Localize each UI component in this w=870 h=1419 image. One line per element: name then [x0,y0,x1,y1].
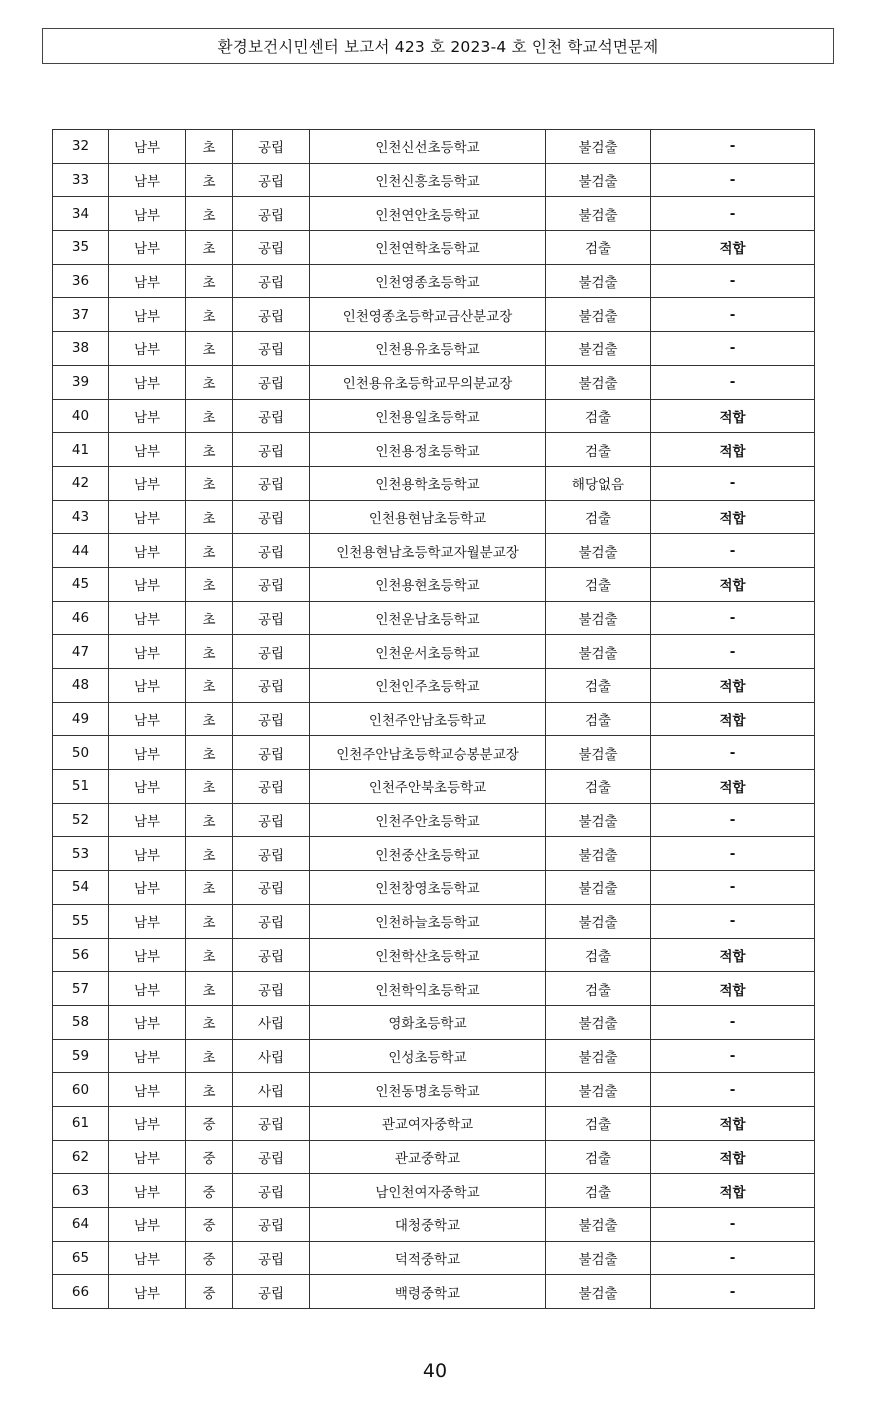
report-header [42,28,834,64]
district-cell: 남부 [109,298,186,332]
school-level-cell: 초 [186,871,233,905]
row-number-cell: 52 [53,803,109,837]
table-row [53,972,815,1006]
school-name-cell: 인천신선초등학교 [310,130,546,164]
asbestos-detection-cell: 검출 [546,1174,651,1208]
row-number-cell: 40 [53,399,109,433]
row-number-cell: 61 [53,1106,109,1140]
district-cell: 남부 [109,534,186,568]
school-level-cell: 초 [186,163,233,197]
school-type-cell: 공립 [233,972,310,1006]
asbestos-detection-cell: 검출 [546,399,651,433]
school-level-cell: 초 [186,264,233,298]
asbestos-detection-cell: 검출 [546,500,651,534]
school-type-cell: 사립 [233,1039,310,1073]
school-name-cell: 인천중산초등학교 [310,837,546,871]
district-cell: 남부 [109,669,186,703]
asbestos-detection-cell: 불검출 [546,298,651,332]
school-type-cell: 공립 [233,163,310,197]
school-name-cell: 인천용일초등학교 [310,399,546,433]
table-row [53,736,815,770]
school-type-cell: 공립 [233,231,310,265]
row-number-cell: 64 [53,1208,109,1242]
school-name-cell: 인천하늘초등학교 [310,904,546,938]
school-type-cell: 공립 [233,130,310,164]
school-level-cell: 초 [186,601,233,635]
table-row [53,1140,815,1174]
district-cell: 남부 [109,871,186,905]
school-type-cell: 공립 [233,635,310,669]
row-number-cell: 46 [53,601,109,635]
district-cell: 남부 [109,1140,186,1174]
result-cell: - [651,803,815,837]
result-cell: - [651,466,815,500]
school-name-cell: 덕적중학교 [310,1241,546,1275]
district-cell: 남부 [109,1208,186,1242]
school-type-cell: 공립 [233,837,310,871]
district-cell: 남부 [109,365,186,399]
school-level-cell: 초 [186,567,233,601]
result-cell: - [651,197,815,231]
result-cell: 적합 [651,1106,815,1140]
school-name-cell: 인천주안남초등학교승봉분교장 [310,736,546,770]
school-type-cell: 공립 [233,1275,310,1309]
asbestos-detection-cell: 불검출 [546,1275,651,1309]
asbestos-detection-cell: 검출 [546,702,651,736]
school-name-cell: 인천신흥초등학교 [310,163,546,197]
school-level-cell: 초 [186,938,233,972]
row-number-cell: 42 [53,466,109,500]
school-type-cell: 공립 [233,399,310,433]
row-number-cell: 58 [53,1005,109,1039]
row-number-cell: 60 [53,1073,109,1107]
district-cell: 남부 [109,904,186,938]
district-cell: 남부 [109,1073,186,1107]
result-cell: - [651,736,815,770]
table-body [53,130,815,1309]
result-cell: - [651,1005,815,1039]
asbestos-detection-cell: 검출 [546,669,651,703]
school-name-cell: 백령중학교 [310,1275,546,1309]
school-level-cell: 초 [186,466,233,500]
district-cell: 남부 [109,231,186,265]
asbestos-detection-cell: 검출 [546,938,651,972]
school-name-cell: 인천인주초등학교 [310,669,546,703]
row-number-cell: 54 [53,871,109,905]
school-level-cell: 중 [186,1275,233,1309]
table-row [53,837,815,871]
asbestos-detection-cell: 불검출 [546,635,651,669]
school-level-cell: 중 [186,1208,233,1242]
asbestos-detection-cell: 해당없음 [546,466,651,500]
table-row [53,534,815,568]
asbestos-detection-cell: 불검출 [546,1073,651,1107]
school-type-cell: 공립 [233,264,310,298]
result-cell: - [651,332,815,366]
district-cell: 남부 [109,1174,186,1208]
result-cell: 적합 [651,1140,815,1174]
district-cell: 남부 [109,264,186,298]
row-number-cell: 53 [53,837,109,871]
result-cell: - [651,635,815,669]
school-name-cell: 대청중학교 [310,1208,546,1242]
table-row [53,1039,815,1073]
table-row [53,130,815,164]
result-cell: 적합 [651,938,815,972]
school-type-cell: 공립 [233,904,310,938]
school-type-cell: 공립 [233,702,310,736]
row-number-cell: 32 [53,130,109,164]
school-level-cell: 초 [186,635,233,669]
result-cell: - [651,1275,815,1309]
school-name-cell: 인천학산초등학교 [310,938,546,972]
district-cell: 남부 [109,163,186,197]
result-cell: 적합 [651,567,815,601]
district-cell: 남부 [109,1241,186,1275]
school-level-cell: 초 [186,669,233,703]
school-level-cell: 초 [186,231,233,265]
asbestos-detection-cell: 불검출 [546,332,651,366]
row-number-cell: 59 [53,1039,109,1073]
district-cell: 남부 [109,399,186,433]
table-row [53,635,815,669]
table-row [53,601,815,635]
table-row [53,231,815,265]
school-name-cell: 인천용유초등학교 [310,332,546,366]
school-type-cell: 사립 [233,1073,310,1107]
school-name-cell: 남인천여자중학교 [310,1174,546,1208]
asbestos-detection-cell: 불검출 [546,534,651,568]
school-name-cell: 인천주안북초등학교 [310,770,546,804]
district-cell: 남부 [109,332,186,366]
asbestos-detection-cell: 검출 [546,972,651,1006]
table-row [53,938,815,972]
school-type-cell: 공립 [233,365,310,399]
result-cell: 적합 [651,669,815,703]
table-row [53,466,815,500]
row-number-cell: 38 [53,332,109,366]
asbestos-detection-cell: 불검출 [546,837,651,871]
school-name-cell: 인천주안남초등학교 [310,702,546,736]
row-number-cell: 50 [53,736,109,770]
result-cell: 적합 [651,770,815,804]
result-cell: 적합 [651,972,815,1006]
result-cell: - [651,904,815,938]
asbestos-detection-cell: 불검출 [546,163,651,197]
school-type-cell: 공립 [233,601,310,635]
asbestos-detection-cell: 불검출 [546,1039,651,1073]
result-cell: 적합 [651,500,815,534]
table-row [53,770,815,804]
asbestos-detection-cell: 불검출 [546,871,651,905]
school-level-cell: 초 [186,736,233,770]
school-level-cell: 초 [186,130,233,164]
school-name-cell: 인천용학초등학교 [310,466,546,500]
school-name-cell: 인천용현남초등학교자월분교장 [310,534,546,568]
school-name-cell: 인천용유초등학교무의분교장 [310,365,546,399]
school-name-cell: 인천창영초등학교 [310,871,546,905]
school-level-cell: 초 [186,197,233,231]
result-cell: - [651,1073,815,1107]
table-row [53,365,815,399]
district-cell: 남부 [109,1005,186,1039]
result-cell: - [651,298,815,332]
school-level-cell: 초 [186,1039,233,1073]
school-level-cell: 초 [186,500,233,534]
school-level-cell: 초 [186,1073,233,1107]
row-number-cell: 65 [53,1241,109,1275]
asbestos-detection-cell: 불검출 [546,601,651,635]
table-row [53,1241,815,1275]
result-cell: 적합 [651,399,815,433]
district-cell: 남부 [109,770,186,804]
result-cell: 적합 [651,433,815,467]
school-name-cell: 인천용현초등학교 [310,567,546,601]
school-name-cell: 인성초등학교 [310,1039,546,1073]
result-cell: - [651,601,815,635]
row-number-cell: 63 [53,1174,109,1208]
result-cell: 적합 [651,1174,815,1208]
result-cell: - [651,837,815,871]
table-row [53,803,815,837]
school-name-cell: 인천영종초등학교 [310,264,546,298]
school-level-cell: 중 [186,1106,233,1140]
school-level-cell: 초 [186,904,233,938]
asbestos-detection-cell: 검출 [546,770,651,804]
school-level-cell: 중 [186,1241,233,1275]
result-cell: 적합 [651,702,815,736]
school-name-cell: 인천운남초등학교 [310,601,546,635]
district-cell: 남부 [109,803,186,837]
result-cell: - [651,1039,815,1073]
row-number-cell: 45 [53,567,109,601]
asbestos-detection-cell: 불검출 [546,264,651,298]
school-name-cell: 인천영종초등학교금산분교장 [310,298,546,332]
table-row [53,433,815,467]
asbestos-detection-cell: 검출 [546,433,651,467]
school-type-cell: 공립 [233,433,310,467]
row-number-cell: 66 [53,1275,109,1309]
asbestos-detection-cell: 불검출 [546,197,651,231]
district-cell: 남부 [109,601,186,635]
school-level-cell: 중 [186,1140,233,1174]
table-row [53,871,815,905]
school-type-cell: 공립 [233,466,310,500]
result-cell: - [651,1241,815,1275]
table-row [53,332,815,366]
row-number-cell: 39 [53,365,109,399]
row-number-cell: 35 [53,231,109,265]
district-cell: 남부 [109,1106,186,1140]
school-name-cell: 인천주안초등학교 [310,803,546,837]
table-row [53,1174,815,1208]
table-row [53,163,815,197]
school-level-cell: 초 [186,837,233,871]
result-cell: - [651,163,815,197]
asbestos-detection-cell: 불검출 [546,904,651,938]
district-cell: 남부 [109,972,186,1006]
school-level-cell: 초 [186,972,233,1006]
row-number-cell: 41 [53,433,109,467]
row-number-cell: 62 [53,1140,109,1174]
district-cell: 남부 [109,938,186,972]
school-name-cell: 인천연안초등학교 [310,197,546,231]
school-type-cell: 공립 [233,1208,310,1242]
table-row [53,500,815,534]
school-type-cell: 공립 [233,736,310,770]
asbestos-detection-cell: 불검출 [546,1208,651,1242]
school-level-cell: 초 [186,298,233,332]
row-number-cell: 33 [53,163,109,197]
school-type-cell: 공립 [233,298,310,332]
result-cell: - [651,534,815,568]
result-cell: - [651,365,815,399]
district-cell: 남부 [109,635,186,669]
school-type-cell: 공립 [233,332,310,366]
school-type-cell: 공립 [233,500,310,534]
school-type-cell: 공립 [233,1106,310,1140]
school-name-cell: 인천동명초등학교 [310,1073,546,1107]
school-name-cell: 관교여자중학교 [310,1106,546,1140]
school-level-cell: 초 [186,1005,233,1039]
row-number-cell: 43 [53,500,109,534]
table-row [53,1005,815,1039]
asbestos-detection-cell: 불검출 [546,736,651,770]
table-row [53,1208,815,1242]
row-number-cell: 55 [53,904,109,938]
result-cell: 적합 [651,231,815,265]
school-name-cell: 인천용정초등학교 [310,433,546,467]
school-level-cell: 초 [186,399,233,433]
row-number-cell: 37 [53,298,109,332]
report-title: 환경보건시민센터 보고서 423 호 2023-4 호 인천 학교석면문제 [217,38,659,56]
row-number-cell: 49 [53,702,109,736]
school-level-cell: 초 [186,332,233,366]
district-cell: 남부 [109,567,186,601]
district-cell: 남부 [109,837,186,871]
district-cell: 남부 [109,130,186,164]
row-number-cell: 34 [53,197,109,231]
row-number-cell: 36 [53,264,109,298]
school-type-cell: 공립 [233,871,310,905]
result-cell: - [651,871,815,905]
table-row [53,399,815,433]
school-type-cell: 공립 [233,770,310,804]
result-cell: - [651,130,815,164]
school-type-cell: 공립 [233,534,310,568]
school-name-cell: 인천연학초등학교 [310,231,546,265]
district-cell: 남부 [109,1275,186,1309]
row-number-cell: 44 [53,534,109,568]
school-level-cell: 초 [186,433,233,467]
table-row [53,1073,815,1107]
district-cell: 남부 [109,1039,186,1073]
table-row [53,904,815,938]
row-number-cell: 56 [53,938,109,972]
district-cell: 남부 [109,736,186,770]
table-row [53,1106,815,1140]
school-name-cell: 인천운서초등학교 [310,635,546,669]
district-cell: 남부 [109,500,186,534]
row-number-cell: 57 [53,972,109,1006]
result-cell: - [651,1208,815,1242]
school-type-cell: 공립 [233,197,310,231]
school-type-cell: 공립 [233,938,310,972]
table-row [53,1275,815,1309]
table-row [53,567,815,601]
row-number-cell: 47 [53,635,109,669]
asbestos-detection-cell: 불검출 [546,130,651,164]
school-level-cell: 초 [186,770,233,804]
school-level-cell: 초 [186,803,233,837]
asbestos-detection-cell: 불검출 [546,365,651,399]
district-cell: 남부 [109,466,186,500]
asbestos-detection-cell: 불검출 [546,803,651,837]
asbestos-detection-cell: 검출 [546,567,651,601]
row-number-cell: 48 [53,669,109,703]
school-name-cell: 인천학익초등학교 [310,972,546,1006]
school-level-cell: 초 [186,702,233,736]
school-name-cell: 영화초등학교 [310,1005,546,1039]
page-number: 40 [422,1360,448,1382]
table-row [53,298,815,332]
school-type-cell: 공립 [233,669,310,703]
district-cell: 남부 [109,433,186,467]
asbestos-detection-cell: 불검출 [546,1241,651,1275]
school-type-cell: 공립 [233,803,310,837]
district-cell: 남부 [109,702,186,736]
school-type-cell: 공립 [233,1241,310,1275]
table-row [53,702,815,736]
table-row [53,264,815,298]
school-type-cell: 공립 [233,567,310,601]
asbestos-detection-cell: 불검출 [546,1005,651,1039]
asbestos-detection-cell: 검출 [546,231,651,265]
table-row [53,197,815,231]
row-number-cell: 51 [53,770,109,804]
table-row [53,669,815,703]
school-name-cell: 인천용현남초등학교 [310,500,546,534]
school-name-cell: 관교중학교 [310,1140,546,1174]
asbestos-detection-cell: 검출 [546,1106,651,1140]
school-level-cell: 중 [186,1174,233,1208]
school-asbestos-table [52,129,815,1309]
result-cell: - [651,264,815,298]
school-type-cell: 공립 [233,1140,310,1174]
school-level-cell: 초 [186,365,233,399]
school-type-cell: 사립 [233,1005,310,1039]
district-cell: 남부 [109,197,186,231]
school-type-cell: 공립 [233,1174,310,1208]
asbestos-detection-cell: 검출 [546,1140,651,1174]
school-level-cell: 초 [186,534,233,568]
